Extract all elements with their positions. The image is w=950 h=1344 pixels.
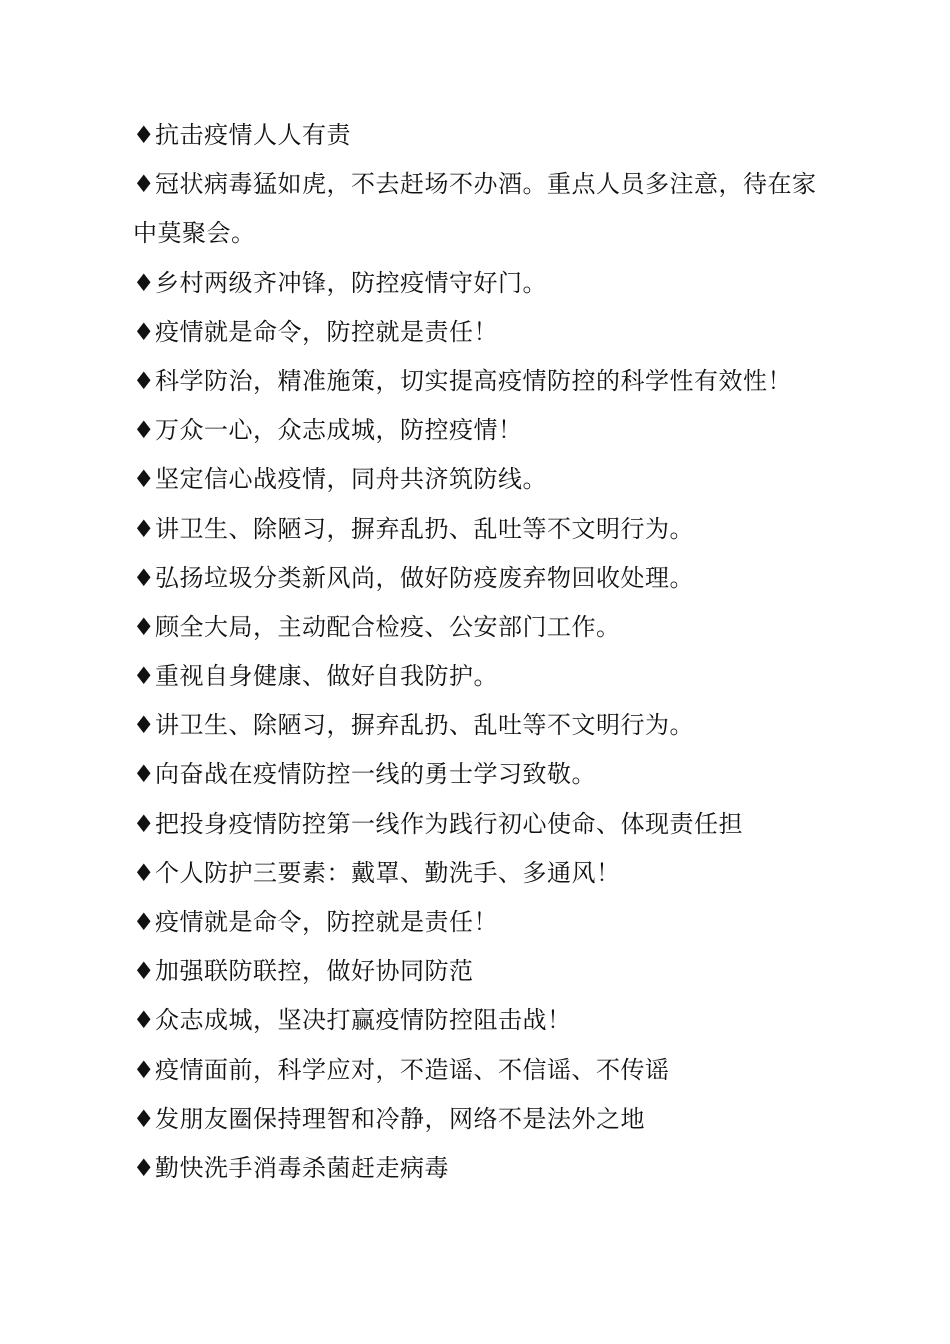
slogan-line: ♦乡村两级齐冲锋，防控疫情守好门。 (133, 268, 548, 297)
slogan-line: ♦向奋战在疫情防控一线的勇士学习致敬。 (133, 760, 597, 789)
slogan-line: ♦个人防护三要素：戴罩、勤洗手、多通风！ (133, 858, 621, 887)
slogan-line-continuation: 中莫聚会。 (133, 219, 256, 248)
slogan-line: ♦万众一心，众志成城，防控疫情！ (133, 416, 523, 445)
slogan-line: ♦讲卫生、除陋习，摒弃乱扔、乱吐等不文明行为。 (133, 514, 695, 543)
slogan-line: ♦勤快洗手消毒杀菌赶走病毒 (133, 1153, 450, 1182)
slogan-line: ♦坚定信心战疫情，同舟共济筑防线。 (133, 465, 548, 494)
slogan-line: ♦加强联防联控，做好协同防范 (133, 957, 474, 986)
slogan-line: ♦疫情面前，科学应对，不造谣、不信谣、不传谣 (133, 1055, 670, 1084)
slogan-line: ♦把投身疫情防控第一线作为践行初心使命、体现责任担 (133, 809, 744, 838)
slogan-line: ♦众志成城，坚决打赢疫情防控阻击战！ (133, 1006, 572, 1035)
slogan-list (133, 111, 823, 1193)
slogan-line: ♦讲卫生、除陋习，摒弃乱扔、乱吐等不文明行为。 (133, 711, 695, 740)
slogan-line: ♦弘扬垃圾分类新风尚，做好防疫废弃物回收处理。 (133, 563, 695, 592)
slogan-line: ♦科学防治，精准施策，切实提高疫情防控的科学性有效性！ (133, 366, 793, 395)
slogan-line: ♦冠状病毒猛如虎，不去赶场不办酒。重点人员多注意，待在家 (133, 170, 817, 199)
slogan-line: ♦抗击疫情人人有责 (133, 121, 352, 149)
slogan-line: ♦疫情就是命令，防控就是责任！ (133, 908, 499, 936)
slogan-line: ♦重视自身健康、做好自我防护。 (133, 662, 499, 691)
slogan-line: ♦发朋友圈保持理智和冷静，网络不是法外之地 (133, 1104, 646, 1133)
slogan-line: ♦顾全大局，主动配合检疫、公安部门工作。 (133, 612, 621, 641)
slogan-line: ♦疫情就是命令，防控就是责任！ (133, 317, 499, 346)
